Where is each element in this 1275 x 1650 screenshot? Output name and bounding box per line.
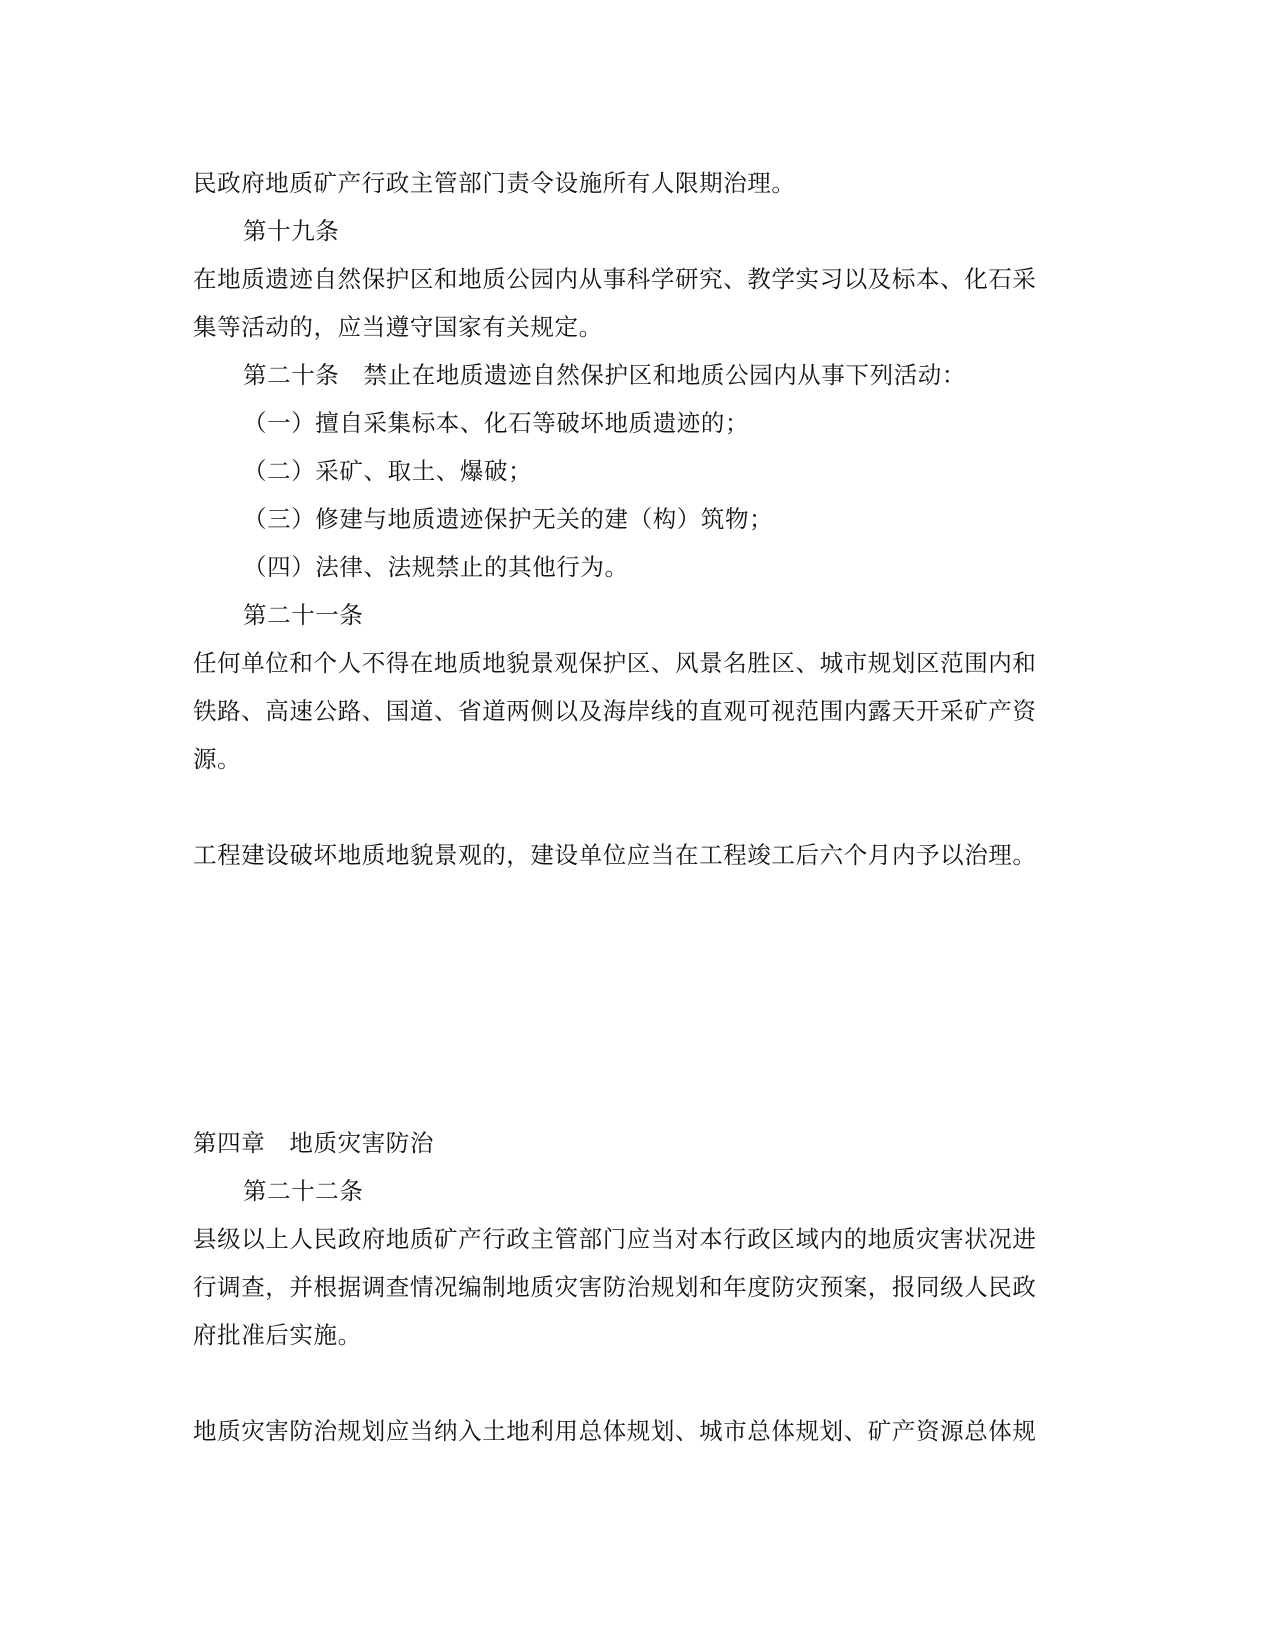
paragraph-line: 源。 <box>193 745 242 773</box>
paragraph-line: 行调查，并根据调查情况编制地质灾害防治规划和年度防灾预案，报同级人民政 <box>193 1273 1037 1301</box>
list-item: （三）修建与地质遗迹保护无关的建（构）筑物； <box>243 505 774 533</box>
article-heading: 第十九条 <box>243 217 340 245</box>
article-heading: 第二十一条 <box>243 601 364 629</box>
paragraph-line: 工程建设破坏地质地貌景观的，建设单位应当在工程竣工后六个月内予以治理。 <box>193 841 1037 869</box>
article-heading: 第二十条 禁止在地质遗迹自然保护区和地质公园内从事下列活动： <box>243 361 966 389</box>
list-item: （四）法律、法规禁止的其他行为。 <box>243 553 629 581</box>
list-item: （一）擅自采集标本、化石等破坏地质遗迹的； <box>243 409 750 437</box>
article-heading: 第二十二条 <box>243 1177 364 1205</box>
paragraph-line: 任何单位和个人不得在地质地貌景观保护区、风景名胜区、城市规划区范围内和 <box>193 649 1037 677</box>
paragraph-line: 民政府地质矿产行政主管部门责令设施所有人限期治理。 <box>193 169 796 197</box>
paragraph-line: 铁路、高速公路、国道、省道两侧以及海岸线的直观可视范围内露天开采矿产资 <box>193 697 1037 725</box>
paragraph-line: 县级以上人民政府地质矿产行政主管部门应当对本行政区域内的地质灾害状况进 <box>193 1225 1037 1253</box>
paragraph-line: 地质灾害防治规划应当纳入土地利用总体规划、城市总体规划、矿产资源总体规 <box>193 1417 1037 1445</box>
paragraph-line: 集等活动的，应当遵守国家有关规定。 <box>193 313 603 341</box>
paragraph-line: 在地质遗迹自然保护区和地质公园内从事科学研究、教学实习以及标本、化石采 <box>193 265 1037 293</box>
list-item: （二）采矿、取土、爆破； <box>243 457 533 485</box>
chapter-heading: 第四章 地质灾害防治 <box>193 1129 434 1157</box>
paragraph-line: 府批准后实施。 <box>193 1321 362 1349</box>
